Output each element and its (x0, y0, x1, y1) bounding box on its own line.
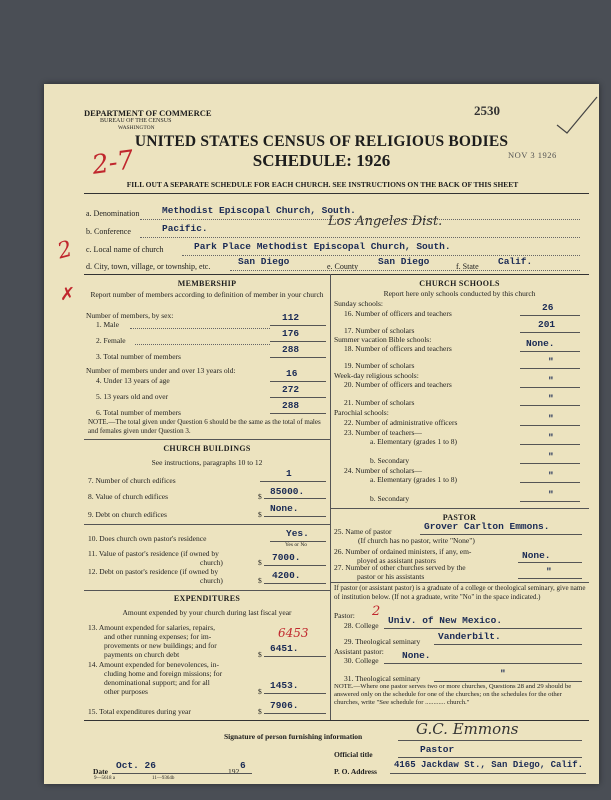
q17-label: 17. Number of scholars (344, 326, 415, 335)
edifices-line (260, 481, 326, 482)
debt-line (264, 516, 326, 517)
salaries-dollar: $ (258, 650, 262, 659)
pastor-name-line (420, 534, 582, 535)
conference-line (140, 237, 580, 238)
female-leader (135, 344, 270, 345)
local-name-label: c. Local name of church (86, 245, 164, 254)
checkmark-icon (555, 95, 600, 135)
value-label: 8. Value of church edifices (88, 492, 169, 501)
female-label: 2. Female (96, 336, 126, 345)
schools-subtitle: Report here only schools conducted by this church (383, 289, 536, 298)
q21-value: " (548, 393, 554, 404)
conference-value: Pacific. (162, 223, 208, 234)
res-value-label-2: church) (200, 558, 223, 567)
res-debt-label-2: church) (200, 576, 223, 585)
pastor-note: NOTE.—Where one pastor serves two or more churches, Questions 28 and 29 should be answered only on the schedule for one of the churches; on the schedules for the other churches, write "See schedule for ............ church." (334, 683, 572, 706)
red-margin-mark: 2 (55, 236, 75, 265)
salaries-label-4: payments on church debt (104, 650, 180, 659)
q24b-value: " (548, 489, 554, 500)
q23a-label: a. Elementary (grades 1 to 8) (370, 437, 458, 446)
schools-title: CHURCH SCHOOLS (419, 279, 500, 288)
washington-label: WASHINGTON (118, 125, 155, 131)
age-intro-label: Number of members under and over 13 years old: (86, 366, 236, 375)
schedule-number: 2530 (474, 103, 500, 118)
over13-label: 5. 13 years old and over (96, 392, 169, 401)
red-mark-2-7: 2-7 (90, 145, 136, 181)
benevolences-label-4: other purposes (104, 687, 148, 696)
date-line (112, 773, 252, 774)
q22-label: 22. Number of administrative officers (344, 418, 458, 427)
male-label: 1. Male (96, 320, 119, 329)
parochial-label: Parochial schools: (334, 408, 389, 417)
other-line (518, 578, 582, 579)
column-divider-lower (330, 590, 331, 720)
bureau-label: BUREAU OF THE CENSUS (100, 118, 172, 124)
q23b-line (520, 463, 580, 464)
college-label: 28. College (344, 621, 379, 630)
female-value: 176 (282, 328, 300, 339)
q19-line (520, 368, 580, 369)
asst-seminary-label: 31. Theological seminary (344, 674, 421, 683)
male-leader (130, 328, 270, 329)
buildings-top-rule (84, 439, 330, 440)
address-label: P. O. Address (334, 767, 377, 776)
signature-line (398, 740, 582, 741)
date-label: Date (93, 767, 108, 776)
q22-value: " (548, 413, 554, 424)
pastor-name-value: Grover Carlton Emmons. (424, 521, 550, 532)
total-exp-dollar: $ (258, 707, 262, 716)
other-churches-label-2: pastor or his assistants (357, 572, 425, 581)
seminary-label: 29. Theological seminary (344, 637, 421, 646)
conference-label: b. Conference (86, 227, 131, 236)
pastor-mid-rule (330, 582, 589, 583)
debt-dollar: $ (258, 510, 262, 519)
male-value: 112 (282, 312, 300, 323)
male-line (270, 325, 326, 326)
assistants-label-1: 26. Number of ordained ministers, if any, em- (334, 547, 472, 556)
debt-label: 9. Debt on church edifices (88, 510, 167, 519)
assistants-label-2: ployed as assistant pastors (357, 556, 436, 565)
county-label: e. County (327, 262, 359, 271)
benevolences-line (264, 693, 326, 694)
college-value: Univ. of New Mexico. (388, 615, 503, 626)
expenditures-title: EXPENDITURES (173, 594, 241, 603)
female-line (270, 341, 326, 342)
q24a-value: " (548, 470, 554, 481)
total-line (270, 357, 326, 358)
year-suffix: 6 (240, 760, 246, 771)
q23-label: 23. Number of teachers— (344, 428, 422, 437)
q23a-value: " (548, 432, 554, 443)
address-value: 4165 Jackdaw St., San Diego, Calif. (394, 760, 584, 770)
res-value-label-1: 11. Value of pastor's residence (if owned by (88, 549, 219, 558)
q18-value: None. (526, 338, 555, 349)
salaries-label-3: provements or new buildings; and for (104, 641, 217, 650)
asst-college-label: 30. College (344, 656, 379, 665)
under13-value: 16 (286, 368, 298, 379)
asst-college-line (384, 663, 582, 664)
college-line (384, 628, 582, 629)
official-title-label: Official title (334, 750, 373, 759)
other-churches-label-1: 27. Number of other churches served by the (334, 563, 466, 572)
city-value: San Diego (238, 256, 290, 267)
q24b-label: b. Secondary (370, 494, 410, 503)
q23b-label: b. Secondary (370, 456, 410, 465)
form-number: 9—5618 a (94, 776, 115, 781)
q20-label: 20. Number of officers and teachers (344, 380, 452, 389)
pastor-name-label: 25. Name of pastor (334, 527, 392, 536)
header-rule (84, 193, 589, 194)
benevolences-label-2: cluding home and foreign missions; for (104, 669, 223, 678)
state-value: Calif. (498, 256, 533, 267)
res-debt-value: 4200. (272, 570, 301, 581)
seminary-value: Vanderbilt. (438, 631, 501, 642)
denomination-label: a. Denomination (86, 209, 140, 218)
res-value-dollar: $ (258, 558, 262, 567)
q24a-line (520, 482, 580, 483)
city-label: d. City, town, village, or township, etc. (86, 262, 211, 271)
graduate-note: If pastor (or assistant pastor) is a graduate of a college or theological seminary, give name of institution below. (If not a graduate, write "No" in the space indicated.) (334, 584, 586, 601)
own-residence-label: 10. Does church own pastor's residence (88, 534, 207, 543)
q18-line (520, 351, 580, 352)
q20-line (520, 387, 580, 388)
salaries-label-1: 13. Amount expended for salaries, repairs, (88, 623, 216, 632)
schedule-title: SCHEDULE: 1926 (252, 151, 391, 170)
membership-subtitle: Report number of members according to definition of member in your church (90, 290, 324, 299)
under13-label: 4. Under 13 years of age (96, 376, 170, 385)
total-exp-label: 15. Total expenditures during year (88, 707, 191, 716)
year-prefix: 192 (228, 767, 240, 776)
state-label: f. State (456, 262, 479, 271)
sunday-label: Sunday schools: (334, 299, 383, 308)
signature-value: G.C. Emmons (416, 720, 519, 738)
total-members-value: 288 (282, 344, 300, 355)
q24a-label: a. Elementary (grades 1 to 8) (370, 475, 458, 484)
local-name-value: Park Place Methodist Episcopal Church, South. (194, 241, 451, 252)
q19-label: 19. Number of scholars (344, 361, 415, 370)
salaries-red-correction: 6453 (278, 626, 309, 640)
seminary-line (434, 644, 582, 645)
pastor-subhead: Pastor: (334, 611, 355, 620)
value-dollar: $ (258, 492, 262, 501)
column-divider (330, 274, 331, 612)
q16-label: 16. Number of officers and teachers (344, 309, 452, 318)
res-debt-dollar: $ (258, 576, 262, 585)
grid-top-rule (84, 274, 589, 275)
res-value-line (264, 565, 326, 566)
membership-note: NOTE.—The total given under Question 6 should be the same as the total of males and females given under Question 3. (88, 418, 321, 435)
q23b-value: " (548, 451, 554, 462)
expenditures-top-rule (84, 590, 330, 591)
address-line (390, 773, 586, 774)
q17-value: 201 (538, 319, 556, 330)
buildings-subtitle: See instructions, paragraphs 10 to 12 (151, 458, 263, 467)
benevolences-value: 1453. (270, 680, 299, 691)
red-x-mark: ✗ (60, 284, 76, 304)
total2-value: 288 (282, 400, 300, 411)
buildings-title: CHURCH BUILDINGS (163, 444, 251, 453)
benevolences-dollar: $ (258, 687, 262, 696)
yes-no-caption: Yes or No (285, 542, 308, 548)
q23a-line (520, 444, 580, 445)
conference-handwritten: Los Angeles Dist. (328, 214, 443, 229)
q20-value: " (548, 375, 554, 386)
salaries-value: 6451. (270, 643, 299, 654)
total-exp-value: 7906. (270, 700, 299, 711)
q24b-line (520, 501, 580, 502)
assistants-value: None. (522, 550, 551, 561)
q19-value: " (548, 356, 554, 367)
q16-line (520, 315, 580, 316)
asst-college-value: None. (402, 650, 431, 661)
total2-line (270, 413, 326, 414)
signature-label: Signature of person furnishing information (224, 732, 363, 741)
own-residence-value: Yes. (286, 528, 309, 539)
salaries-line (264, 656, 326, 657)
over13-line (270, 397, 326, 398)
form-number-2: 11—9364b (152, 776, 175, 781)
form-title: UNITED STATES CENSUS OF RELIGIOUS BODIES (134, 133, 509, 150)
pastor-title: PASTOR (442, 513, 477, 522)
total-members-label: 3. Total number of members (96, 352, 181, 361)
red-correction-mark: 2 (372, 604, 381, 619)
salaries-label-2: and other running expenses; for im- (104, 632, 212, 641)
city-line (230, 270, 580, 271)
edifices-label: 7. Number of church edifices (88, 476, 176, 485)
asst-seminary-value: " (500, 668, 506, 679)
title-line (398, 757, 582, 758)
denomination-value: Methodist Episcopal Church, South. (162, 205, 356, 216)
q18-label: 18. Number of officers and teachers (344, 344, 452, 353)
benevolences-label-1: 14. Amount expended for benevolences, in- (88, 660, 220, 669)
benevolences-label-3: denominational support; and for all (104, 678, 210, 687)
weekday-label: Week-day religious schools: (334, 371, 419, 380)
res-debt-label-1: 12. Debt on pastor's residence (if owned by (88, 567, 219, 576)
total-exp-line (264, 713, 326, 714)
county-value: San Diego (378, 256, 430, 267)
department-label: DEPARTMENT OF COMMERCE (84, 108, 212, 118)
value-value: 85000. (270, 486, 305, 497)
q21-label: 21. Number of scholars (344, 398, 415, 407)
q16-value: 26 (542, 302, 554, 313)
expenditures-subtitle: Amount expended by your church during last fiscal year (122, 608, 292, 617)
pastor-name-note: (If church has no pastor, write "None") (358, 536, 475, 545)
res-debt-line (264, 583, 326, 584)
date-value: Oct. 26 (116, 760, 156, 771)
asst-seminary-line (434, 681, 582, 682)
q17-line (520, 332, 580, 333)
debt-value: None. (270, 503, 299, 514)
by-sex-label: Number of members, by sex: (86, 311, 174, 320)
over13-value: 272 (282, 384, 300, 395)
buildings-mid-rule (84, 524, 330, 525)
value-line (264, 498, 326, 499)
instruction-text: FILL OUT A SEPARATE SCHEDULE FOR EACH CHURCH. SEE INSTRUCTIONS ON THE BACK OF THIS SHEET (126, 180, 519, 189)
official-title-value: Pastor (420, 744, 455, 755)
res-value-value: 7000. (272, 552, 301, 563)
pastor-top-rule (330, 508, 589, 509)
received-stamp: NOV 3 1926 (508, 150, 557, 160)
membership-title: MEMBERSHIP (177, 279, 237, 288)
q24-label: 24. Number of scholars— (344, 466, 422, 475)
other-churches-value: " (546, 566, 552, 577)
edifices-value: 1 (286, 468, 292, 479)
under13-line (270, 381, 326, 382)
q21-line (520, 405, 580, 406)
summer-label: Summer vacation Bible schools: (334, 335, 432, 344)
q22-line (520, 425, 580, 426)
total2-label: 6. Total number of members (96, 408, 181, 417)
assistant-subhead: Assistant pastor: (334, 647, 384, 656)
assistants-line (518, 562, 582, 563)
